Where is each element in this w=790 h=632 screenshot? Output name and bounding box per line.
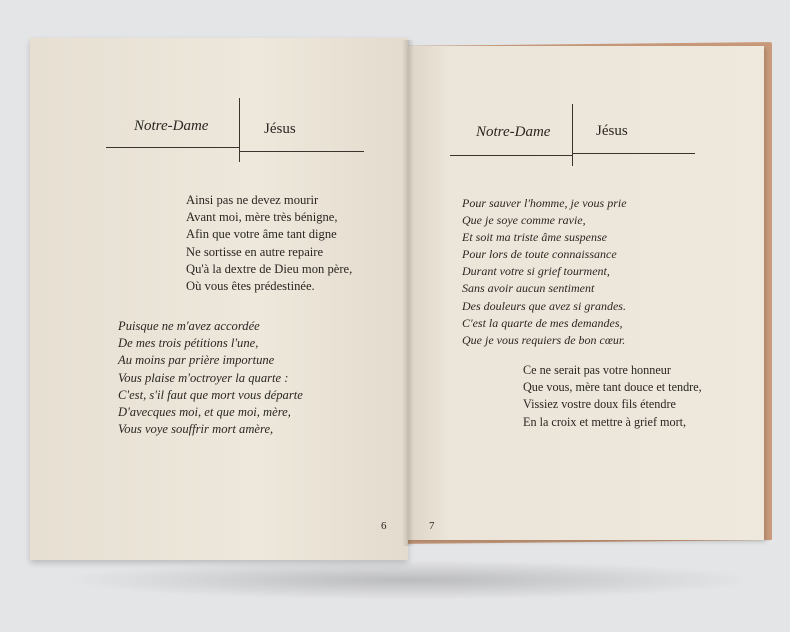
verse-line: De mes trois pétitions l'une, (118, 336, 259, 351)
verse-line: Des douleurs que avez si grandes. (462, 298, 626, 313)
left-stanza-2 (118, 318, 303, 438)
right-page-number: 7 (429, 520, 435, 532)
verse-line: Ne sortisse en autre repaire (186, 244, 324, 259)
verse-line: C'est la quarte de mes demandes, (462, 315, 623, 330)
verse-line: Que vous, mère tant douce et tendre, (523, 380, 702, 395)
right-header-jesus: Jésus (596, 123, 628, 139)
verse-line: Afin que votre âme tant digne (186, 227, 337, 242)
verse-line: Vous voye souffrir mort amère, (118, 422, 274, 437)
verse-line: Et soit ma triste âme suspense (462, 230, 607, 245)
verse-line: En la croix et mettre à grief mort, (523, 414, 687, 429)
left-page-number: 6 (381, 520, 387, 532)
verse-line: D'avecques moi, et que moi, mère, (118, 405, 291, 420)
verse-line: Pour lors de toute connaissance (462, 247, 617, 262)
verse-line: Où vous êtes prédestinée. (186, 279, 315, 294)
verse-line: Sans avoir aucun sentiment (462, 281, 595, 296)
right-header-vertical-rule (572, 104, 573, 166)
left-stanza-1 (186, 192, 352, 295)
right-header-rule-right (573, 153, 695, 154)
verse-line: Ce ne serait pas votre honneur (523, 363, 671, 377)
left-page (30, 38, 408, 560)
verse-line: Puisque ne m'avez accordée (118, 319, 260, 333)
right-stanza-1 (462, 195, 627, 349)
verse-line: Au moins par prière importune (118, 353, 275, 368)
verse-line: C'est, s'il faut que mort vous départe (118, 387, 303, 402)
right-header-notre-dame: Notre-Dame (476, 124, 551, 140)
left-header-rule-left (106, 147, 240, 148)
verse-line: Ainsi pas ne devez mourir (186, 193, 319, 207)
left-header-vertical-rule (239, 98, 240, 162)
left-header-notre-dame: Notre-Dame (134, 118, 209, 134)
right-stanza-2 (523, 362, 702, 431)
book-gutter (402, 40, 414, 546)
verse-line: Avant moi, mère très bénigne, (186, 210, 338, 225)
verse-line: Vous plaise m'octroyer la quarte : (118, 370, 289, 385)
verse-line: Qu'à la dextre de Dieu mon père, (186, 261, 353, 276)
right-page (408, 46, 764, 540)
left-header-rule-right (240, 151, 364, 152)
verse-line: Pour sauver l'homme, je vous prie (462, 196, 627, 210)
right-header-rule-left (450, 155, 572, 156)
verse-line: Vissiez vostre doux fils étendre (523, 397, 676, 412)
verse-line: Que je vous requiers de bon cœur. (462, 332, 626, 347)
verse-line: Que je soye comme ravie, (462, 213, 586, 228)
verse-line: Durant votre si grief tourment, (462, 264, 610, 279)
left-header-jesus: Jésus (264, 121, 296, 137)
